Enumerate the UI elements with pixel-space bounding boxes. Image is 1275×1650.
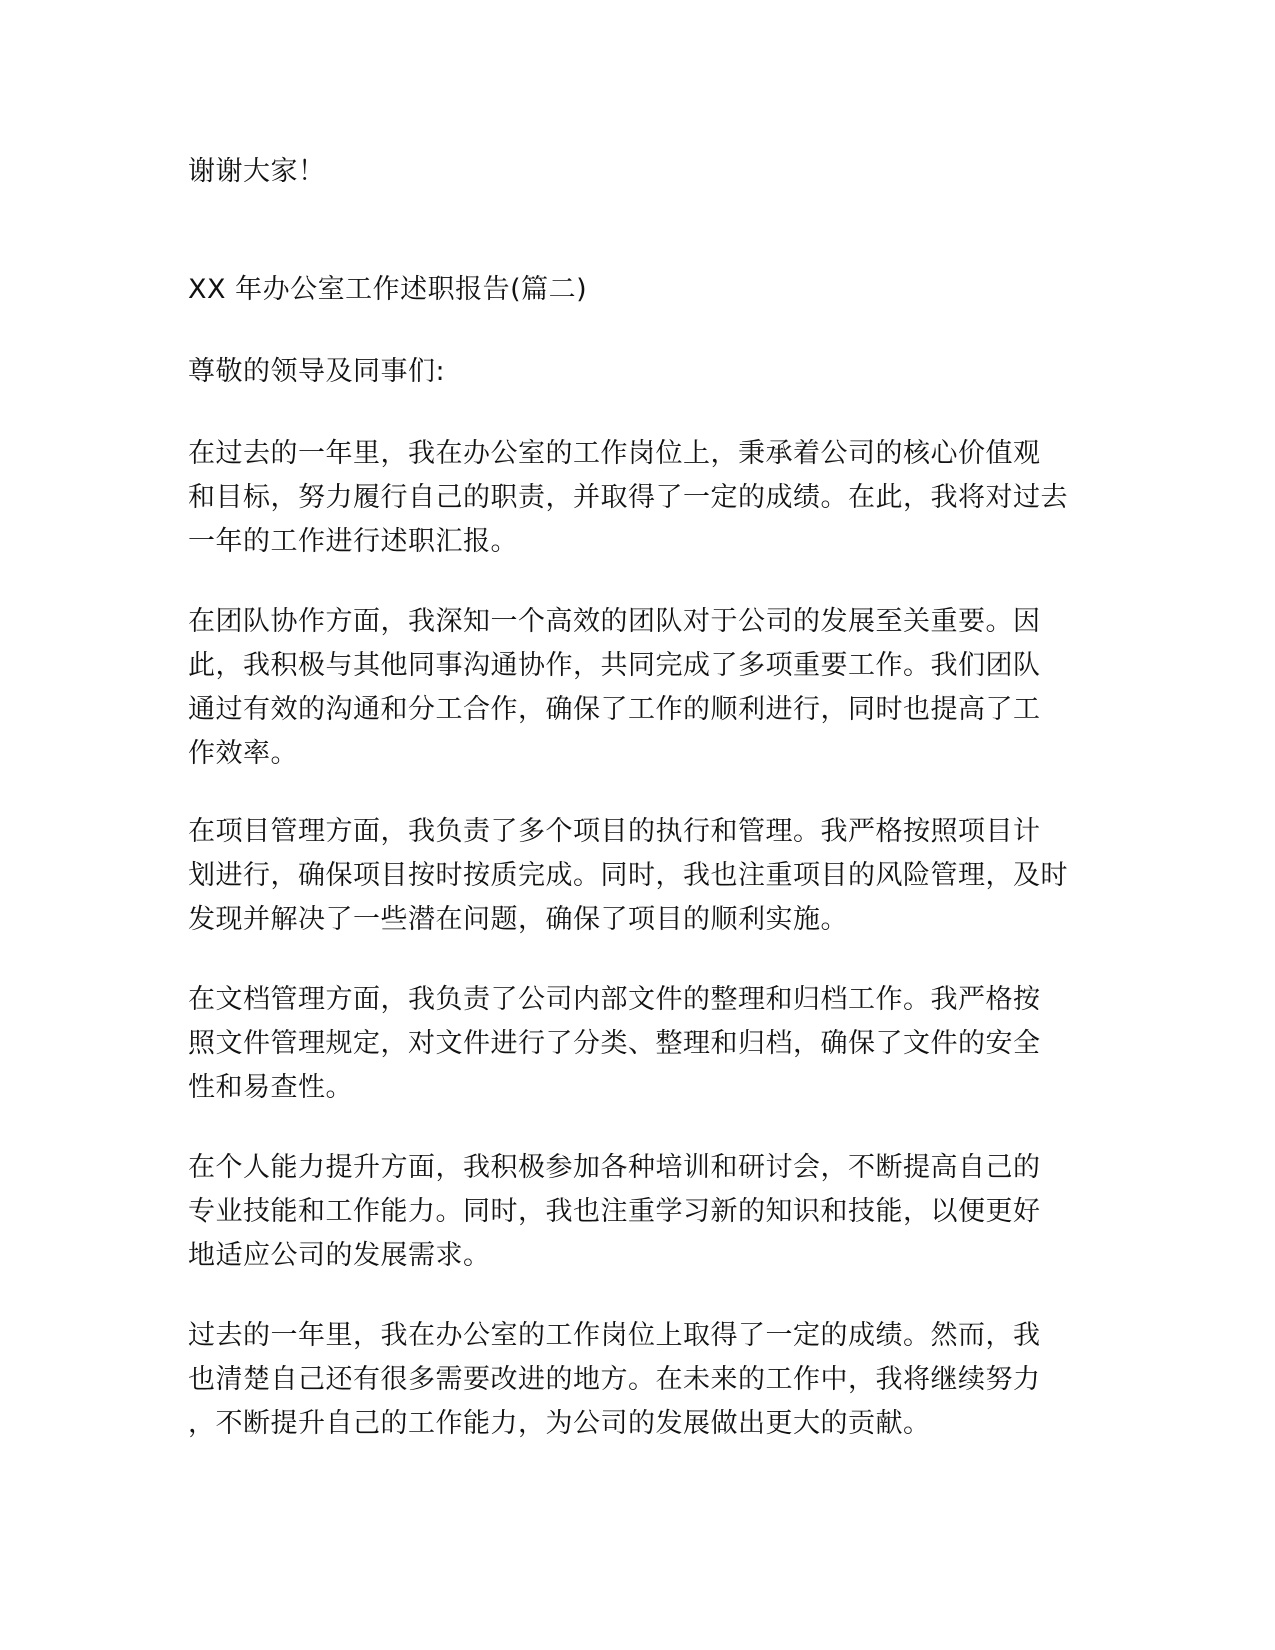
salutation: 尊敬的领导及同事们: — [188, 356, 446, 387]
paragraph-teamwork: 在团队协作方面，我深知一个高效的团队对于公司的发展至关重要。因 此，我积极与其他同事沟通协作，共同完成了多项重要工作。我们团队 通过有效的沟通和分工合作，确保了工作的顺利进行，同时也提高了工 作效率。 — [188, 606, 1041, 769]
report-title: XX 年办公室工作述职报告(篇二) — [188, 274, 588, 305]
paragraph-document-management: 在文档管理方面，我负责了公司内部文件的整理和归档工作。我严格按 照文件管理规定，对文件进行了分类、整理和归档，确保了文件的安全 性和易查性。 — [188, 984, 1041, 1103]
paragraph-intro: 在过去的一年里，我在办公室的工作岗位上，秉承着公司的核心价值观 和目标，努力履行自己的职责，并取得了一定的成绩。在此，我将对过去 一年的工作进行述职汇报。 — [188, 438, 1068, 557]
paragraph-conclusion: 过去的一年里，我在办公室的工作岗位上取得了一定的成绩。然而，我 也清楚自己还有很多需要改进的地方。在未来的工作中，我将继续努力 ，不断提升自己的工作能力，为公司的发展做出更大的贡献。 — [188, 1320, 1041, 1439]
closing-line: 谢谢大家！ — [188, 156, 326, 187]
paragraph-project-management: 在项目管理方面，我负责了多个项目的执行和管理。我严格按照项目计 划进行，确保项目按时按质完成。同时，我也注重项目的风险管理，及时 发现并解决了一些潜在问题，确保了项目的顺利实施。 — [188, 816, 1068, 935]
paragraph-personal-growth: 在个人能力提升方面，我积极参加各种培训和研讨会，不断提高自己的 专业技能和工作能力。同时，我也注重学习新的知识和技能，以便更好 地适应公司的发展需求。 — [188, 1152, 1041, 1271]
